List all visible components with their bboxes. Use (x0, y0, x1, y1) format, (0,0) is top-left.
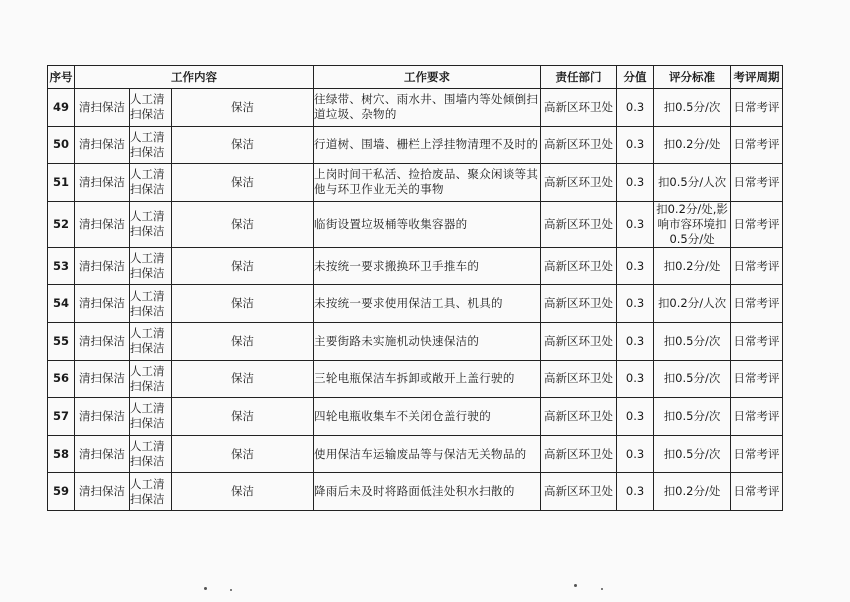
row-standard: 扣0.2分/处 (654, 126, 731, 164)
row-standard: 扣0.5分/次 (654, 435, 731, 473)
row-dept: 高新区环卫处 (541, 285, 617, 323)
row-score: 0.3 (617, 201, 654, 247)
row-category: 清扫保洁 (75, 201, 130, 247)
row-period: 日常考评 (731, 89, 783, 127)
row-num: 58 (48, 435, 75, 473)
row-requirement: 往绿带、树穴、雨水井、围墙内等处倾倒扫道垃圾、杂物的 (314, 89, 541, 127)
row-subcategory: 人工清扫保洁 (130, 473, 172, 511)
row-num: 57 (48, 398, 75, 436)
header-row (48, 66, 783, 89)
row-dept: 高新区环卫处 (541, 473, 617, 511)
row-subcategory: 人工清扫保洁 (130, 435, 172, 473)
row-subcategory: 人工清扫保洁 (130, 201, 172, 247)
row-num: 53 (48, 247, 75, 285)
row-num: 55 (48, 322, 75, 360)
header-dept: 责任部门 (541, 66, 617, 89)
row-dept: 高新区环卫处 (541, 89, 617, 127)
row-subcategory: 人工清扫保洁 (130, 126, 172, 164)
row-score: 0.3 (617, 247, 654, 285)
table-row (48, 89, 783, 127)
row-standard: 扣0.5分/次 (654, 398, 731, 436)
row-score: 0.3 (617, 360, 654, 398)
row-type: 保洁 (172, 473, 314, 511)
row-score: 0.3 (617, 164, 654, 202)
table-row (48, 164, 783, 202)
row-subcategory: 人工清扫保洁 (130, 322, 172, 360)
row-requirement: 行道树、围墙、栅栏上浮挂物清理不及时的 (314, 126, 541, 164)
header-num: 序号 (48, 66, 75, 89)
row-period: 日常考评 (731, 285, 783, 323)
row-type: 保洁 (172, 164, 314, 202)
table-row (48, 473, 783, 511)
evaluation-table (47, 65, 783, 511)
row-requirement: 上岗时间干私活、捡拾废品、聚众闲谈等其他与环卫作业无关的事物 (314, 164, 541, 202)
row-requirement: 临街设置垃圾桶等收集容器的 (314, 201, 541, 247)
row-dept: 高新区环卫处 (541, 322, 617, 360)
table-row (48, 285, 783, 323)
row-standard: 扣0.2分/处 (654, 247, 731, 285)
row-requirement: 主要街路未实施机动快速保洁的 (314, 322, 541, 360)
row-period: 日常考评 (731, 126, 783, 164)
row-dept: 高新区环卫处 (541, 247, 617, 285)
header-standard: 评分标准 (654, 66, 731, 89)
row-subcategory: 人工清扫保洁 (130, 89, 172, 127)
row-dept: 高新区环卫处 (541, 201, 617, 247)
row-type: 保洁 (172, 126, 314, 164)
row-period: 日常考评 (731, 201, 783, 247)
row-num: 59 (48, 473, 75, 511)
header-score: 分值 (617, 66, 654, 89)
row-subcategory: 人工清扫保洁 (130, 360, 172, 398)
row-type: 保洁 (172, 285, 314, 323)
row-type: 保洁 (172, 435, 314, 473)
row-category: 清扫保洁 (75, 126, 130, 164)
row-period: 日常考评 (731, 322, 783, 360)
table-row (48, 247, 783, 285)
row-num: 51 (48, 164, 75, 202)
row-num: 49 (48, 89, 75, 127)
row-requirement: 未按统一要求使用保洁工具、机具的 (314, 285, 541, 323)
row-subcategory: 人工清扫保洁 (130, 398, 172, 436)
row-num: 56 (48, 360, 75, 398)
row-standard: 扣0.5分/次 (654, 322, 731, 360)
row-num: 54 (48, 285, 75, 323)
row-period: 日常考评 (731, 398, 783, 436)
row-category: 清扫保洁 (75, 89, 130, 127)
table-row (48, 360, 783, 398)
row-requirement: 未按统一要求搬换环卫手推车的 (314, 247, 541, 285)
row-dept: 高新区环卫处 (541, 360, 617, 398)
row-type: 保洁 (172, 247, 314, 285)
row-category: 清扫保洁 (75, 360, 130, 398)
row-period: 日常考评 (731, 435, 783, 473)
row-score: 0.3 (617, 126, 654, 164)
row-standard: 扣0.2分/人次 (654, 285, 731, 323)
row-requirement: 使用保洁车运输废品等与保洁无关物品的 (314, 435, 541, 473)
row-num: 52 (48, 201, 75, 247)
row-subcategory: 人工清扫保洁 (130, 247, 172, 285)
row-score: 0.3 (617, 285, 654, 323)
row-dept: 高新区环卫处 (541, 126, 617, 164)
row-standard: 扣0.2分/处,影响市容环境扣0.5分/处 (654, 201, 731, 247)
row-category: 清扫保洁 (75, 435, 130, 473)
row-type: 保洁 (172, 322, 314, 360)
row-category: 清扫保洁 (75, 164, 130, 202)
row-category: 清扫保洁 (75, 473, 130, 511)
row-period: 日常考评 (731, 360, 783, 398)
row-num: 50 (48, 126, 75, 164)
row-standard: 扣0.5分/次 (654, 360, 731, 398)
row-score: 0.3 (617, 473, 654, 511)
row-dept: 高新区环卫处 (541, 398, 617, 436)
row-dept: 高新区环卫处 (541, 164, 617, 202)
table-row (48, 126, 783, 164)
row-standard: 扣0.5分/人次 (654, 164, 731, 202)
header-period: 考评周期 (731, 66, 783, 89)
row-category: 清扫保洁 (75, 247, 130, 285)
table-row (48, 435, 783, 473)
row-type: 保洁 (172, 89, 314, 127)
row-type: 保洁 (172, 201, 314, 247)
row-period: 日常考评 (731, 247, 783, 285)
row-category: 清扫保洁 (75, 285, 130, 323)
row-score: 0.3 (617, 322, 654, 360)
row-requirement: 三轮电瓶保洁车拆卸或敞开上盖行驶的 (314, 360, 541, 398)
row-subcategory: 人工清扫保洁 (130, 285, 172, 323)
table-row (48, 201, 783, 247)
row-requirement: 四轮电瓶收集车不关闭仓盖行驶的 (314, 398, 541, 436)
row-category: 清扫保洁 (75, 398, 130, 436)
table-row (48, 322, 783, 360)
row-score: 0.3 (617, 398, 654, 436)
table-body (48, 89, 783, 511)
row-score: 0.3 (617, 89, 654, 127)
header-work-content: 工作内容 (75, 66, 314, 89)
row-standard: 扣0.5分/次 (654, 89, 731, 127)
table-row (48, 398, 783, 436)
row-category: 清扫保洁 (75, 322, 130, 360)
row-subcategory: 人工清扫保洁 (130, 164, 172, 202)
row-score: 0.3 (617, 435, 654, 473)
row-requirement: 降雨后未及时将路面低洼处积水扫散的 (314, 473, 541, 511)
row-type: 保洁 (172, 398, 314, 436)
row-dept: 高新区环卫处 (541, 435, 617, 473)
header-requirement: 工作要求 (314, 66, 541, 89)
row-period: 日常考评 (731, 164, 783, 202)
row-standard: 扣0.2分/处 (654, 473, 731, 511)
row-period: 日常考评 (731, 473, 783, 511)
row-type: 保洁 (172, 360, 314, 398)
